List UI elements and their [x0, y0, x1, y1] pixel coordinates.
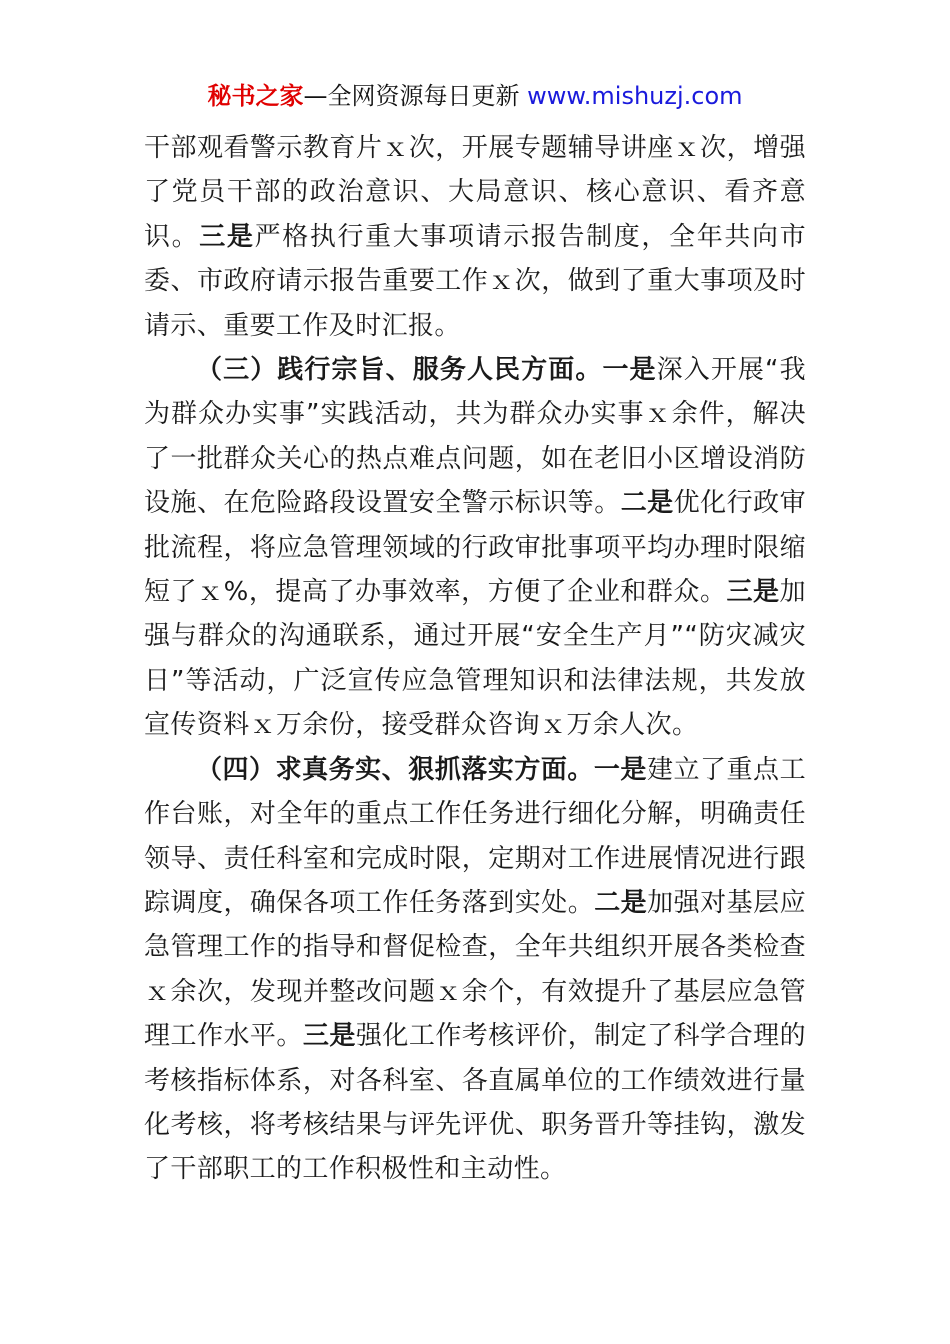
page-header	[0, 80, 950, 112]
site-subtitle: —全网资源每日更新	[303, 82, 520, 110]
document-body	[144, 126, 806, 1192]
section-heading: （三）践行宗旨、服务人民方面。一是	[196, 355, 657, 386]
emphasis-segment: 三是	[726, 577, 780, 608]
text-segment: 建立了重点工作台账，对全年的重点工作任务进行细化分解，明确责任领导、责任科室和完成时限，定期对工作进展情况进行跟踪调度，确保各项工作任务落到实处。	[144, 754, 806, 918]
emphasis-segment: 二是	[594, 887, 648, 918]
paragraph-3	[144, 748, 806, 1192]
site-brand: 秘书之家	[207, 82, 304, 110]
emphasis-segment: 三是	[199, 221, 255, 252]
paragraph-2	[144, 348, 806, 748]
section-heading: （四）求真务实、狠抓落实方面。一是	[196, 754, 647, 785]
emphasis-segment: 三是	[302, 1021, 356, 1052]
text-segment: 严格执行重大事项请示报告制度，全年共向市委、市政府请示报告重要工作ｘ次，做到了重大事项及时请示、重要工作及时汇报。	[144, 221, 806, 341]
site-url-link[interactable]: www.mishuzj.com	[527, 82, 743, 110]
text-segment: 加强对基层应急管理工作的指导和督促检查，全年共组织开展各类检查ｘ余次，发现并整改问题ｘ余个，有效提升了基层应急管理工作水平。	[144, 887, 806, 1052]
text-segment: 干部观看警示教育片ｘ次，开展专题辅导讲座ｘ次，增强了党员干部的政治意识、大局意识、核心意识、看齐意识。	[144, 133, 806, 252]
paragraph-1	[144, 126, 806, 348]
emphasis-segment: 二是	[620, 488, 674, 519]
text-segment: 强化工作考核评价，制定了科学合理的考核指标体系，对各科室、各直属单位的工作绩效进行量化考核，将考核结果与评先评优、职务晋升等挂钩，激发了干部职工的工作积极性和主动性。	[144, 1021, 806, 1185]
text-segment: 优化行政审批流程，将应急管理领域的行政审批事项平均办理时限缩短了ｘ%，提高了办事效率，方便了企业和群众。	[144, 488, 806, 608]
text-segment: 深入开展“我为群众办实事”实践活动，共为群众办实事ｘ余件，解决了一批群众关心的热点难点问题，如在老旧小区增设消防设施、在危险路段设置安全警示标识等。	[144, 355, 806, 519]
text-segment: 加强与群众的沟通联系，通过开展“安全生产月”“防灾减灾日”等活动，广泛宣传应急管理知识和法律法规，共发放宣传资料ｘ万余份，接受群众咨询ｘ万余人次。	[144, 577, 806, 741]
